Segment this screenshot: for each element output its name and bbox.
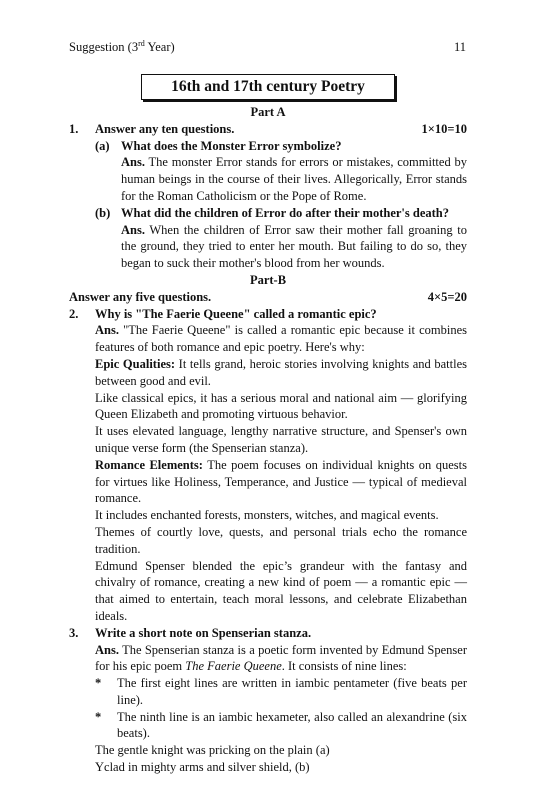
- chapter-title: 16th and 17th century Poetry: [141, 74, 395, 100]
- part-b-instruction-row: [69, 289, 467, 306]
- subquestion-a: [69, 138, 467, 155]
- epic-paragraph: It uses elevated language, lengthy narrative structure, and Spenser's own unique verse form (the Spenserian stanza).: [95, 424, 467, 455]
- subquestion-label: (a): [95, 138, 110, 153]
- bullet-star-icon: *: [95, 709, 102, 724]
- romance-elements: Romance Elements: The poem focuses on individual knights on quests for virtues like Holiness, Temperance, and Justice — typical of medieval romance.: [95, 457, 468, 506]
- marks-label: 1×10=10: [421, 121, 467, 136]
- question-text: Why is "The Faerie Queene" called a romantic epic?: [95, 306, 377, 321]
- subquestion-b: [69, 205, 467, 222]
- answer-3: Ans. The Spenserian stanza is a poetic form invented by Edmund Spenser for his epic poem The Faerie Queene. It consists of nine lines:: [95, 642, 467, 674]
- question-number: 2.: [69, 306, 79, 321]
- question-1-row: [69, 121, 467, 138]
- page-number: 11: [453, 40, 466, 54]
- question-text: Answer any ten questions.: [95, 121, 235, 136]
- part-b-heading: Part-B: [249, 272, 287, 287]
- question-2-row: [69, 306, 467, 323]
- part-b-instruction: Answer any five questions.: [69, 289, 212, 304]
- bullet-star-icon: *: [95, 676, 102, 691]
- running-header: [69, 40, 466, 56]
- conclusion-paragraph: Edmund Spenser blended the epic’s grandeur with the fantasy and chivalry of romance, creating a new kind of poem — a romantic epic — that aimed to entertain, teach moral lessons, and celebrate Elizabethan ideals.: [95, 558, 467, 623]
- romance-paragraph: Themes of courtly love, quests, and personal trials echo the romance tradition.: [95, 524, 467, 556]
- question-number: 1.: [69, 121, 79, 136]
- answer-2-intro: Ans. "The Faerie Queene" is called a romantic epic because it combines features of both romance and epic poetry. Here's why:: [95, 323, 467, 355]
- subquestion-label: (b): [95, 205, 111, 220]
- epic-paragraph: Like classical epics, it has a serious moral and national aim — glorifying Queen Elizabeth and promoting virtuous behavior.: [95, 390, 467, 422]
- poem-title: The Faerie Queene: [185, 659, 282, 674]
- verse-line: The gentle knight was pricking on the plain (a): [95, 743, 330, 758]
- verse-line: Yclad in mighty arms and silver shield, (b): [95, 760, 310, 775]
- main-content: [69, 104, 467, 776]
- question-number: 3.: [69, 625, 79, 640]
- subquestion-text: What does the Monster Error symbolize?: [121, 138, 342, 153]
- header-title: Suggestion (3rd Year): [69, 38, 175, 54]
- list-item: * The ninth line is an iambic hexameter, also called an alexandrine (six beats).: [95, 709, 467, 741]
- romance-paragraph: It includes enchanted forests, monsters, witches, and magical events.: [95, 508, 439, 523]
- marks-label: 4×5=20: [427, 289, 467, 304]
- question-text: Write a short note on Spenserian stanza.: [95, 625, 312, 640]
- part-a-heading: Part A: [250, 105, 286, 119]
- question-3-row: [69, 625, 467, 642]
- list-item: * The first eight lines are written in iambic pentameter (five beats per line).: [95, 676, 467, 707]
- answer-a: Ans. The monster Error stands for errors or mistakes, committed by human beings in the course of their lives. Allegorically, Error stands for the Roman Catholicism or the Pope of Rome.: [121, 155, 467, 203]
- subquestion-text: What did the children of Error do after their mother's death?: [121, 205, 449, 220]
- epic-qualities: Epic Qualities: It tells grand, heroic stories involving knights and battles between good and evil.: [95, 356, 467, 388]
- answer-b: Ans. When the children of Error saw their mother fall groaning to the ground, they tried to enter her mouth. But failing to do so, they began to suck their mother's blood from her wounds.: [121, 222, 467, 271]
